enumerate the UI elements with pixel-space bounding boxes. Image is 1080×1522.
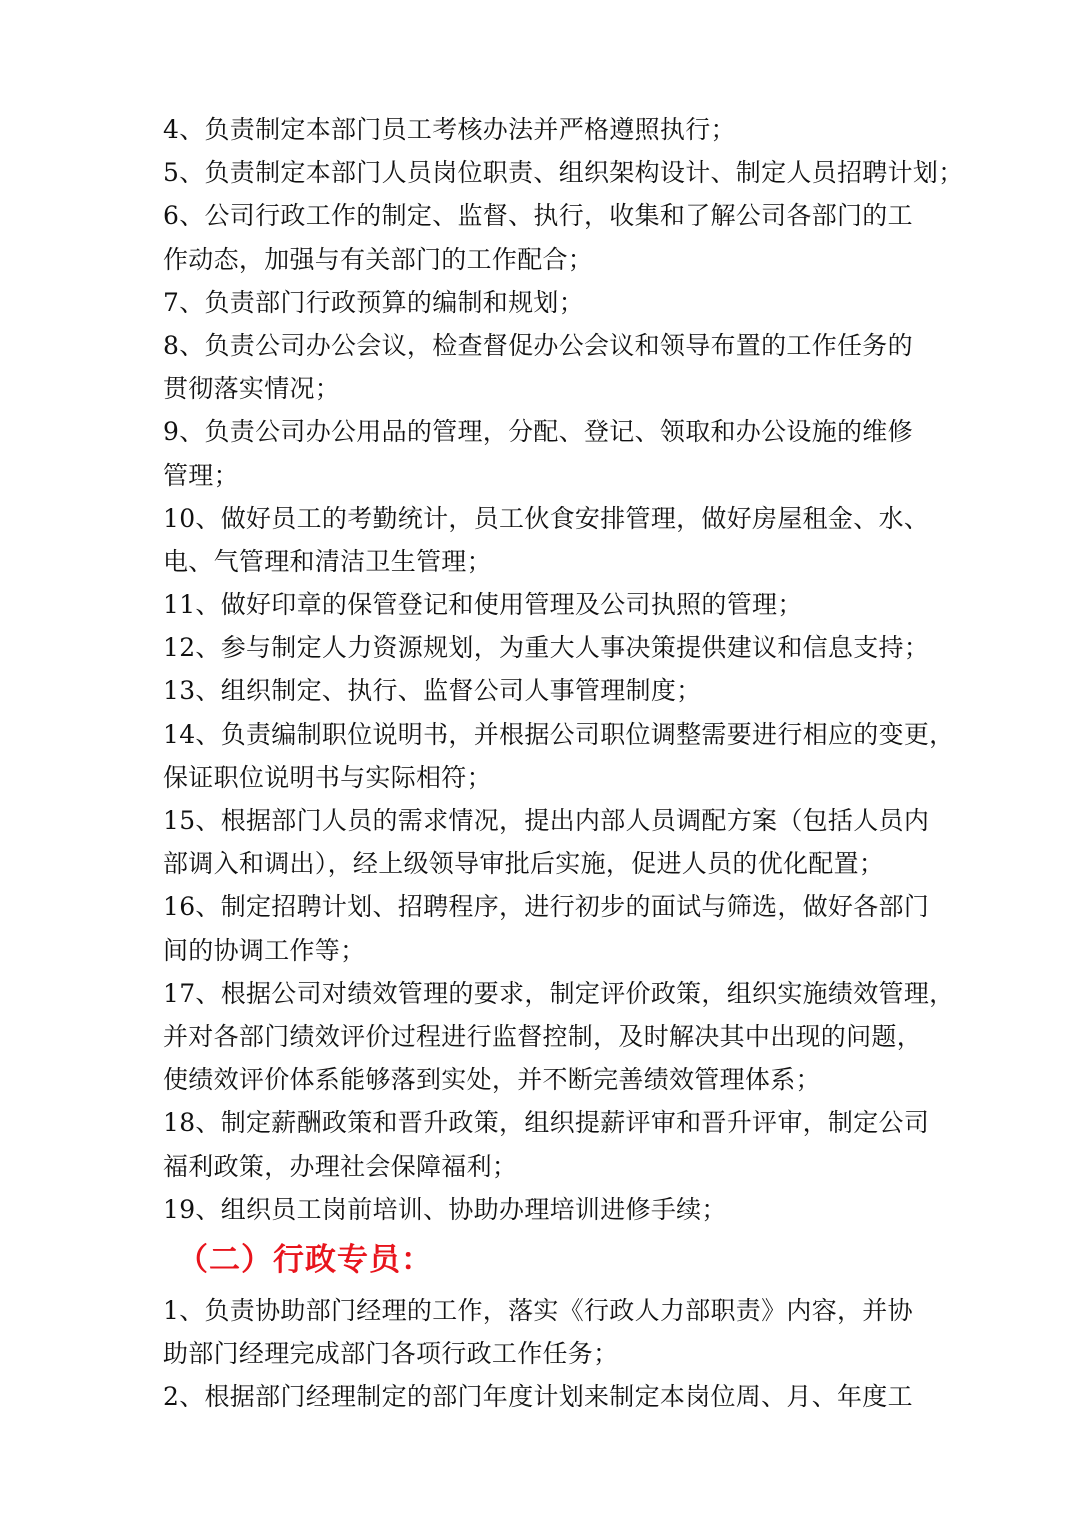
text-line: 电、气管理和清洁卫生管理； [163,546,492,576]
duties-list-part2 [163,1289,923,1419]
duties-list-part1 [163,108,964,1231]
text-line: 16、制定招聘计划、招聘程序，进行初步的面试与筛选，做好各部门 [163,892,930,922]
text-line: 并对各部门绩效评价过程进行监督控制，及时解决其中出现的问题， [163,1021,923,1051]
section-heading: （二）行政专员： [177,1241,433,1278]
text-line: 14、负责编制职位说明书，并根据公司职位调整需要进行相应的变更， [163,719,955,749]
text-line: 6、公司行政工作的制定、监督、执行，收集和了解公司各部门的工 [163,201,913,231]
text-line: 9、负责公司办公用品的管理，分配、登记、领取和办公设施的维修 [163,417,913,447]
text-line: 部调入和调出），经上级领导审批后实施，促进人员的优化配置； [163,849,885,879]
text-line: 1、负责协助部门经理的工作，落实《行政人力部职责》内容，并协 [163,1295,913,1325]
text-line: 作动态，加强与有关部门的工作配合； [163,244,594,274]
text-line: 2、根据部门经理制定的部门年度计划来制定本岗位周、月、年度工 [163,1382,913,1412]
text-line: 贯彻落实情况； [163,374,341,404]
document-page [163,108,964,1418]
text-line: 12、参与制定人力资源规划，为重大人事决策提供建议和信息支持； [163,633,930,663]
text-line: 管理； [163,460,239,490]
text-line: 8、负责公司办公会议，检查督促办公会议和领导布置的工作任务的 [163,330,913,360]
text-line: 10、做好员工的考勤统计，员工伙食安排管理，做好房屋租金、水、 [163,503,930,533]
text-line: 4、负责制定本部门员工考核办法并严格遵照执行； [163,115,736,144]
text-line: 18、制定薪酬政策和晋升政策，组织提薪评审和晋升评审，制定公司 [163,1108,930,1138]
text-line: 13、组织制定、执行、监督公司人事管理制度； [163,676,702,706]
text-line: 17、根据公司对绩效管理的要求，制定评价政策，组织实施绩效管理， [163,978,955,1008]
text-line: 助部门经理完成部门各项行政工作任务； [163,1339,619,1369]
text-line: 11、做好印章的保管登记和使用管理及公司执照的管理； [163,590,803,620]
text-line: 间的协调工作等； [163,935,366,965]
text-line: 7、负责部门行政预算的编制和规划； [163,287,585,317]
text-line: 5、负责制定本部门人员岗位职责、组织架构设计、制定人员招聘计划； [163,158,964,188]
text-line: 15、根据部门人员的需求情况，提出内部人员调配方案（包括人员内 [163,806,930,835]
text-line: 使绩效评价体系能够落到实处，并不断完善绩效管理体系； [163,1065,821,1095]
text-line: 福利政策，办理社会保障福利； [163,1151,518,1181]
text-line: 保证职位说明书与实际相符； [163,762,492,792]
text-line: 19、组织员工岗前培训、协助办理培训进修手续； [163,1194,727,1224]
